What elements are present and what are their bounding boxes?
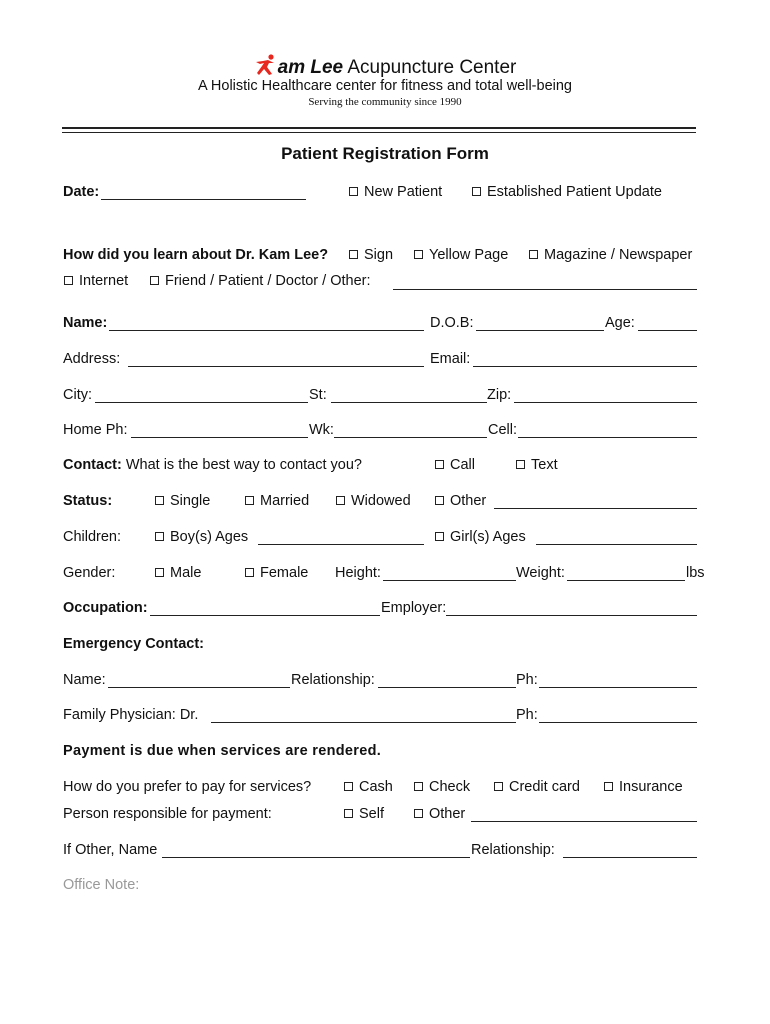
established-patient-option[interactable]: Established Patient Update	[472, 185, 662, 200]
weight-field[interactable]	[567, 580, 685, 581]
employer-label: Employer:	[381, 600, 447, 616]
if-other-name-label: If Other, Name	[63, 842, 158, 858]
email-field[interactable]	[473, 366, 697, 367]
referral-friend-other[interactable]: Friend / Patient / Doctor / Other:	[150, 274, 371, 289]
payment-credit-card[interactable]: Credit card	[494, 780, 580, 795]
date-field[interactable]	[101, 199, 306, 200]
if-other-name-field[interactable]	[162, 857, 470, 858]
referral-question: How did you learn about Dr. Kam Lee?	[63, 247, 329, 263]
work-phone-field[interactable]	[334, 437, 487, 438]
status-married[interactable]: Married	[245, 494, 309, 509]
girls-ages-option[interactable]: Girl(s) Ages	[435, 530, 526, 545]
payment-cash[interactable]: Cash	[344, 780, 393, 795]
occupation-field[interactable]	[150, 615, 380, 616]
weight-label: Weight:	[516, 565, 565, 581]
emergency-name-field[interactable]	[108, 687, 290, 688]
contact-question: Contact: What is the best way to contact you?	[63, 457, 362, 473]
zip-field[interactable]	[514, 402, 697, 403]
brand-italic: am Lee	[277, 57, 344, 78]
zip-label: Zip:	[487, 387, 512, 403]
gender-female[interactable]: Female	[245, 566, 308, 581]
cell-field[interactable]	[518, 437, 697, 438]
emergency-relationship-field[interactable]	[378, 687, 516, 688]
brand-rest: Acupuncture Center	[343, 57, 517, 78]
emergency-relationship-label: Relationship:	[291, 672, 375, 688]
age-field[interactable]	[638, 330, 697, 331]
referral-internet[interactable]: Internet	[64, 274, 128, 289]
boys-ages-field[interactable]	[258, 544, 424, 545]
girls-ages-field[interactable]	[536, 544, 697, 545]
center-name	[0, 54, 770, 77]
cell-label: Cell:	[488, 422, 518, 438]
new-patient-option[interactable]: New Patient	[349, 185, 442, 200]
status-label: Status:	[63, 493, 113, 509]
contact-call[interactable]: Call	[435, 458, 475, 473]
dob-field[interactable]	[476, 330, 604, 331]
emergency-name-label: Name:	[63, 672, 106, 688]
date-label: Date:	[63, 184, 100, 200]
lbs-label: lbs	[686, 565, 705, 581]
checkbox[interactable]	[472, 187, 481, 196]
physician-phone-label: Ph:	[516, 707, 538, 723]
gender-label: Gender:	[63, 565, 116, 581]
home-phone-label: Home Ph:	[63, 422, 128, 438]
header-divider-thin	[62, 132, 696, 133]
dob-label: D.O.B:	[430, 315, 474, 331]
referral-yellow-page[interactable]: Yellow Page	[414, 248, 508, 263]
referral-other-field[interactable]	[393, 289, 697, 290]
name-field[interactable]	[109, 330, 424, 331]
gender-male[interactable]: Male	[155, 566, 201, 581]
emergency-phone-label: Ph:	[516, 672, 538, 688]
if-other-relationship-field[interactable]	[563, 857, 697, 858]
email-label: Email:	[430, 351, 471, 367]
name-label: Name:	[63, 315, 108, 331]
physician-phone-field[interactable]	[539, 722, 697, 723]
height-label: Height:	[335, 565, 381, 581]
work-phone-label: Wk:	[309, 422, 334, 438]
form-title: Patient Registration Form	[281, 144, 489, 163]
address-label: Address:	[63, 351, 121, 367]
payment-question: How do you prefer to pay for services?	[63, 779, 312, 795]
boys-ages-option[interactable]: Boy(s) Ages	[155, 530, 248, 545]
tagline: A Holistic Healthcare center for fitness and total well-being	[198, 78, 572, 94]
status-single[interactable]: Single	[155, 494, 210, 509]
address-field[interactable]	[128, 366, 424, 367]
status-other[interactable]: Other	[435, 494, 486, 509]
employer-field[interactable]	[446, 615, 697, 616]
emergency-phone-field[interactable]	[539, 687, 697, 688]
responsible-other[interactable]: Other	[414, 807, 465, 822]
state-label: St:	[309, 387, 327, 403]
status-other-field[interactable]	[494, 508, 697, 509]
responsible-self[interactable]: Self	[344, 807, 384, 822]
city-label: City:	[63, 387, 92, 403]
header-divider	[62, 127, 696, 129]
payment-notice: Payment is due when services are rendered.	[63, 743, 382, 759]
serving-since: Serving the community since 1990	[308, 96, 462, 108]
city-field[interactable]	[95, 402, 308, 403]
children-label: Children:	[63, 529, 122, 545]
responsible-label: Person responsible for payment:	[63, 806, 272, 822]
physician-label: Family Physician: Dr.	[63, 707, 199, 723]
physician-field[interactable]	[211, 722, 516, 723]
emergency-heading: Emergency Contact:	[63, 636, 205, 652]
responsible-other-field[interactable]	[471, 821, 697, 822]
referral-sign[interactable]: Sign	[349, 248, 393, 263]
payment-check[interactable]: Check	[414, 780, 470, 795]
contact-text[interactable]: Text	[516, 458, 558, 473]
age-label: Age:	[605, 315, 635, 331]
if-other-relationship-label: Relationship:	[471, 842, 555, 858]
referral-magazine[interactable]: Magazine / Newspaper	[529, 248, 692, 263]
running-figure-logo-icon	[254, 54, 278, 76]
status-widowed[interactable]: Widowed	[336, 494, 411, 509]
occupation-label: Occupation:	[63, 600, 148, 616]
payment-insurance[interactable]: Insurance	[604, 780, 683, 795]
office-note-label: Office Note:	[63, 877, 140, 893]
state-field[interactable]	[331, 402, 487, 403]
home-phone-field[interactable]	[131, 437, 308, 438]
height-field[interactable]	[383, 580, 516, 581]
checkbox[interactable]	[349, 187, 358, 196]
